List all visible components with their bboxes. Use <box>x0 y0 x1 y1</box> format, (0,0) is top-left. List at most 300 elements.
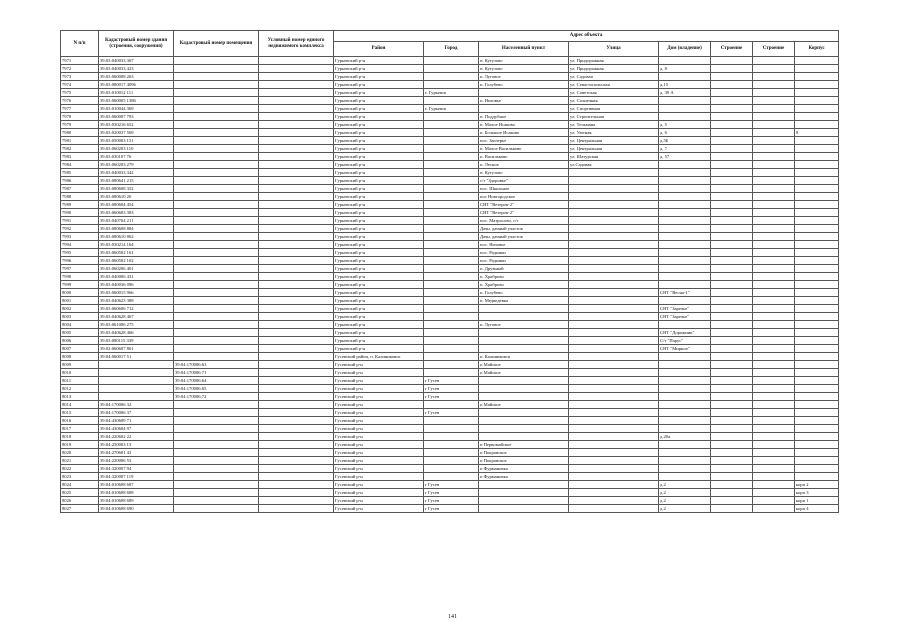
row-num-cell: 8016 <box>61 417 99 425</box>
city-cell <box>424 249 479 257</box>
street-cell <box>569 265 659 273</box>
table-row <box>61 337 839 345</box>
street-cell: ул.Садовая <box>569 161 659 169</box>
row-num-cell: 7971 <box>61 57 99 65</box>
structure-cell <box>753 161 795 169</box>
settlement-cell <box>479 489 569 497</box>
city-cell: г Гусев <box>424 497 479 505</box>
street-cell <box>569 297 659 305</box>
cadastral-building-cell: 39:03:040036 096 <box>99 281 174 289</box>
header-settlement: Населенный пункт <box>479 42 569 57</box>
house-cell <box>659 465 711 473</box>
district-cell: Гусевский р-н <box>334 409 424 417</box>
city-cell <box>424 73 479 81</box>
row-num-cell: 8027 <box>61 505 99 513</box>
street-cell <box>569 329 659 337</box>
row-num-cell: 8014 <box>61 401 99 409</box>
cadastral-room-cell <box>174 417 259 425</box>
district-cell: Гурьевский р-н <box>334 201 424 209</box>
house-cell: д. 39 А <box>659 89 711 97</box>
building-cell <box>711 305 753 313</box>
row-num-cell: 7981 <box>61 137 99 145</box>
city-cell <box>424 457 479 465</box>
cadastral-building-cell: 39:03:060206 401 <box>99 265 174 273</box>
street-cell <box>569 369 659 377</box>
conditional-number-cell <box>259 273 334 281</box>
cadastral-room-cell: 39:04:170006:65 <box>174 385 259 393</box>
conditional-number-cell <box>259 329 334 337</box>
structure-cell <box>753 281 795 289</box>
building-cell <box>711 257 753 265</box>
city-cell <box>424 137 479 145</box>
house-cell <box>659 105 711 113</box>
house-cell: д.2 <box>659 481 711 489</box>
district-cell: Гурьевский р-н <box>334 329 424 337</box>
structure-cell <box>753 225 795 233</box>
settlement-cell: п Первомайское <box>479 441 569 449</box>
house-cell <box>659 385 711 393</box>
street-cell <box>569 177 659 185</box>
row-num-cell: 8015 <box>61 409 99 417</box>
cadastral-building-cell: 39:03:040623 388 <box>99 297 174 305</box>
korpus-cell: корп 2 <box>795 481 839 489</box>
city-cell <box>424 169 479 177</box>
cadastral-room-cell <box>174 273 259 281</box>
district-cell: Гурьевский р-н <box>334 73 424 81</box>
structure-cell <box>753 425 795 433</box>
structure-cell <box>753 273 795 281</box>
cadastral-room-cell <box>174 241 259 249</box>
cadastral-room-cell <box>174 89 259 97</box>
table-row <box>61 465 839 473</box>
street-cell <box>569 473 659 481</box>
cadastral-building-cell: 39:03:030216 652 <box>99 121 174 129</box>
house-cell <box>659 401 711 409</box>
conditional-number-cell <box>259 193 334 201</box>
cadastral-room-cell <box>174 233 259 241</box>
district-cell: Гурьевский р-н <box>334 185 424 193</box>
settlement-cell: пос. Низовье <box>479 241 569 249</box>
row-num-cell: 7990 <box>61 209 99 217</box>
building-cell <box>711 177 753 185</box>
street-cell <box>569 457 659 465</box>
settlement-cell: СНТ "Ветерок-2" <box>479 209 569 217</box>
building-cell <box>711 465 753 473</box>
row-num-cell: 7997 <box>61 265 99 273</box>
settlement-cell: п. Голубево <box>479 289 569 297</box>
city-cell: г Гусев <box>424 385 479 393</box>
house-cell <box>659 361 711 369</box>
table-row <box>61 281 839 289</box>
row-num-cell: 8013 <box>61 393 99 401</box>
conditional-number-cell <box>259 385 334 393</box>
settlement-cell: пос. Родники <box>479 257 569 265</box>
city-cell <box>424 345 479 353</box>
conditional-number-cell <box>259 337 334 345</box>
city-cell <box>424 329 479 337</box>
settlement-cell: п. Кутузово <box>479 65 569 73</box>
street-cell <box>569 257 659 265</box>
house-cell <box>659 473 711 481</box>
city-cell <box>424 145 479 153</box>
street-cell <box>569 233 659 241</box>
building-cell <box>711 329 753 337</box>
header-city: Город <box>424 42 479 57</box>
street-cell <box>569 313 659 321</box>
structure-cell <box>753 481 795 489</box>
street-cell <box>569 217 659 225</box>
structure-cell <box>753 193 795 201</box>
table-row <box>61 449 839 457</box>
city-cell <box>424 425 479 433</box>
settlement-cell: п. Малое Васильково <box>479 145 569 153</box>
house-cell <box>659 193 711 201</box>
city-cell <box>424 257 479 265</box>
city-cell <box>424 449 479 457</box>
conditional-number-cell <box>259 289 334 297</box>
conditional-number-cell <box>259 257 334 265</box>
building-cell <box>711 281 753 289</box>
header-cadastral-building: Кадастровый номер здания (строения, сооружения) <box>99 31 174 57</box>
street-cell <box>569 169 659 177</box>
cadastral-building-cell: 39:03:010044 369 <box>99 105 174 113</box>
settlement-cell <box>479 497 569 505</box>
cadastral-building-cell: 39:04:170006 32 <box>99 401 174 409</box>
district-cell: Гурьевский р-н <box>334 97 424 105</box>
korpus-cell <box>795 185 839 193</box>
conditional-number-cell <box>259 465 334 473</box>
house-cell <box>659 273 711 281</box>
district-cell: Гусевский р-н <box>334 385 424 393</box>
conditional-number-cell <box>259 113 334 121</box>
settlement-cell: п Майское <box>479 369 569 377</box>
structure-cell <box>753 473 795 481</box>
settlement-cell: п. Кутузово <box>479 169 569 177</box>
city-cell <box>424 441 479 449</box>
city-cell <box>424 233 479 241</box>
cadastral-room-cell <box>174 457 259 465</box>
structure-cell <box>753 241 795 249</box>
cadastral-building-cell: 39:04:010608 689 <box>99 497 174 505</box>
korpus-cell <box>795 441 839 449</box>
settlement-cell: п Покровское <box>479 457 569 465</box>
row-num-cell: 7979 <box>61 121 99 129</box>
city-cell <box>424 241 479 249</box>
header-district: Район <box>334 42 424 57</box>
city-cell <box>424 265 479 273</box>
house-cell <box>659 209 711 217</box>
settlement-cell <box>479 345 569 353</box>
table-body <box>61 57 839 513</box>
cadastral-building-cell: 39:04:220006 53 <box>99 457 174 465</box>
table-row <box>61 57 839 65</box>
conditional-number-cell <box>259 281 334 289</box>
structure-cell <box>753 129 795 137</box>
row-num-cell: 7988 <box>61 193 99 201</box>
cadastral-building-cell: 39:03:060008 263 <box>99 73 174 81</box>
district-cell: Гурьевский р-н <box>334 113 424 121</box>
structure-cell <box>753 449 795 457</box>
cadastral-building-cell <box>99 369 174 377</box>
building-cell <box>711 369 753 377</box>
building-cell <box>711 145 753 153</box>
korpus-cell <box>795 225 839 233</box>
table-header <box>61 31 839 57</box>
district-cell: Гусевский р-н <box>334 393 424 401</box>
street-cell <box>569 489 659 497</box>
korpus-cell <box>795 409 839 417</box>
building-cell <box>711 473 753 481</box>
building-cell <box>711 153 753 161</box>
table-row <box>61 505 839 513</box>
street-cell: ул. Придорожная <box>569 57 659 65</box>
house-cell <box>659 185 711 193</box>
city-cell <box>424 313 479 321</box>
conditional-number-cell <box>259 497 334 505</box>
district-cell: Гурьевский р-н <box>334 89 424 97</box>
korpus-cell <box>795 153 839 161</box>
settlement-cell <box>479 425 569 433</box>
conditional-number-cell <box>259 137 334 145</box>
structure-cell <box>753 201 795 209</box>
street-cell: ул. Садовая <box>569 73 659 81</box>
header-cadastral-room: Кадастровый номер помещения <box>174 31 259 57</box>
row-num-cell: 8000 <box>61 289 99 297</box>
table-row <box>61 233 839 241</box>
house-cell: СНТ "Мирное" <box>659 345 711 353</box>
city-cell <box>424 97 479 105</box>
cadastral-building-cell: 39:03:040628 467 <box>99 313 174 321</box>
city-cell <box>424 305 479 313</box>
cadastral-building-cell: 39:03:040033 342 <box>99 169 174 177</box>
city-cell: г. Гурьевск <box>424 105 479 113</box>
conditional-number-cell <box>259 369 334 377</box>
cadastral-room-cell <box>174 409 259 417</box>
street-cell <box>569 201 659 209</box>
district-cell: Гурьевский р-н <box>334 265 424 273</box>
cadastral-building-cell: 39:04:320007 119 <box>99 473 174 481</box>
cadastral-room-cell <box>174 465 259 473</box>
street-cell <box>569 497 659 505</box>
settlement-cell <box>479 105 569 113</box>
district-cell: Гурьевский р-н <box>334 337 424 345</box>
settlement-cell: п Майское <box>479 361 569 369</box>
city-cell: г Гусев <box>424 505 479 513</box>
building-cell <box>711 409 753 417</box>
structure-cell <box>753 113 795 121</box>
street-cell <box>569 449 659 457</box>
cadastral-building-cell: 39:03:030214 164 <box>99 241 174 249</box>
korpus-cell <box>795 345 839 353</box>
cadastral-room-cell <box>174 489 259 497</box>
cadastral-building-cell: 39:04:170006 37 <box>99 409 174 417</box>
table-row <box>61 433 839 441</box>
settlement-cell <box>479 89 569 97</box>
district-cell: Гурьевский р-н <box>334 81 424 89</box>
cadastral-building-cell: 39:03:080017 4096 <box>99 81 174 89</box>
korpus-cell <box>795 97 839 105</box>
street-cell: ул. Придорожная <box>569 65 659 73</box>
city-cell <box>424 81 479 89</box>
table-row <box>61 145 839 153</box>
house-cell: д.2 <box>659 497 711 505</box>
table-row <box>61 321 839 329</box>
settlement-cell: п. Луговое <box>479 321 569 329</box>
settlement-cell: п. Калиниковск <box>479 353 569 361</box>
row-num-cell: 8023 <box>61 473 99 481</box>
building-cell <box>711 489 753 497</box>
korpus-cell <box>795 297 839 305</box>
cadastral-building-cell: 39:04:250003 13 <box>99 441 174 449</box>
street-cell <box>569 425 659 433</box>
district-cell: Гурьевский р-н <box>334 193 424 201</box>
table-row <box>61 97 839 105</box>
house-cell <box>659 233 711 241</box>
city-cell <box>424 57 479 65</box>
row-num-cell: 8004 <box>61 321 99 329</box>
korpus-cell <box>795 57 839 65</box>
structure-cell <box>753 209 795 217</box>
cadastral-room-cell <box>174 137 259 145</box>
conditional-number-cell <box>259 145 334 153</box>
cadastral-room-cell <box>174 225 259 233</box>
row-num-cell: 8008 <box>61 353 99 361</box>
cadastral-room-cell: 39:04:170006:72 <box>174 393 259 401</box>
table-row <box>61 137 839 145</box>
conditional-number-cell <box>259 177 334 185</box>
structure-cell <box>753 353 795 361</box>
table-row <box>61 417 839 425</box>
building-cell <box>711 385 753 393</box>
conditional-number-cell <box>259 217 334 225</box>
row-num-cell: 8021 <box>61 457 99 465</box>
table-row <box>61 345 839 353</box>
street-cell <box>569 249 659 257</box>
row-num-cell: 8002 <box>61 305 99 313</box>
cadastral-building-cell: 39:03:080608 352 <box>99 185 174 193</box>
cadastral-room-cell <box>174 321 259 329</box>
city-cell <box>424 433 479 441</box>
street-cell <box>569 361 659 369</box>
settlement-cell: п Покровское <box>479 449 569 457</box>
building-cell <box>711 57 753 65</box>
house-cell <box>659 257 711 265</box>
house-cell <box>659 377 711 385</box>
row-num-cell: 7972 <box>61 65 99 73</box>
korpus-cell <box>795 193 839 201</box>
structure-cell <box>753 369 795 377</box>
conditional-number-cell <box>259 393 334 401</box>
settlement-cell: п Фурмановка <box>479 473 569 481</box>
korpus-cell <box>795 169 839 177</box>
building-cell <box>711 209 753 217</box>
row-num-cell: 8019 <box>61 441 99 449</box>
house-cell <box>659 169 711 177</box>
district-cell: Гурьевский р-н <box>334 305 424 313</box>
korpus-cell <box>795 89 839 97</box>
structure-cell <box>753 137 795 145</box>
conditional-number-cell <box>259 225 334 233</box>
house-cell <box>659 249 711 257</box>
conditional-number-cell <box>259 161 334 169</box>
conditional-number-cell <box>259 473 334 481</box>
street-cell <box>569 465 659 473</box>
street-cell <box>569 337 659 345</box>
building-cell <box>711 193 753 201</box>
structure-cell <box>753 457 795 465</box>
korpus-cell <box>795 393 839 401</box>
table-row <box>61 257 839 265</box>
row-num-cell: 8012 <box>61 385 99 393</box>
cadastral-room-cell <box>174 161 259 169</box>
korpus-cell <box>795 433 839 441</box>
street-cell <box>569 505 659 513</box>
cadastral-room-cell <box>174 113 259 121</box>
cadastral-room-cell <box>174 329 259 337</box>
row-num-cell: 7985 <box>61 169 99 177</box>
house-cell <box>659 353 711 361</box>
settlement-cell <box>479 481 569 489</box>
district-cell: Гусевский р-н <box>334 377 424 385</box>
settlement-cell: п. Дружный <box>479 265 569 273</box>
district-cell: Гусевский р-н <box>334 465 424 473</box>
table-row <box>61 193 839 201</box>
cadastral-building-cell: 39:03:040006 431 <box>99 273 174 281</box>
structure-cell <box>753 257 795 265</box>
structure-cell <box>753 345 795 353</box>
cadastral-building-cell: 39:04:270601 43 <box>99 449 174 457</box>
structure-cell <box>753 321 795 329</box>
settlement-cell <box>479 385 569 393</box>
city-cell: г Гусев <box>424 377 479 385</box>
cadastral-room-cell <box>174 129 259 137</box>
row-num-cell: 7992 <box>61 225 99 233</box>
cadastral-building-cell: 39:04:220602 22 <box>99 433 174 441</box>
korpus-cell <box>795 249 839 257</box>
district-cell: Гурьевский р-н <box>334 241 424 249</box>
district-cell: Гурьевский р-н <box>334 137 424 145</box>
table-row <box>61 289 839 297</box>
settlement-cell <box>479 505 569 513</box>
settlement-cell: п. Лесное <box>479 161 569 169</box>
house-cell <box>659 281 711 289</box>
settlement-cell: СНТ "Ветерок-2" <box>479 201 569 209</box>
street-cell: ул. Солнечная <box>569 97 659 105</box>
street-cell <box>569 385 659 393</box>
row-num-cell: 7978 <box>61 113 99 121</box>
house-cell: СНТ "Заречье" <box>659 305 711 313</box>
conditional-number-cell <box>259 201 334 209</box>
cadastral-building-cell: 39:04:430609 71 <box>99 417 174 425</box>
header-num: N п/п <box>61 31 99 57</box>
cadastral-room-cell <box>174 441 259 449</box>
table-row <box>61 153 839 161</box>
structure-cell <box>753 409 795 417</box>
city-cell <box>424 153 479 161</box>
table-row <box>61 489 839 497</box>
conditional-number-cell <box>259 457 334 465</box>
house-cell: СНТ "Весна-1" <box>659 289 711 297</box>
house-cell <box>659 441 711 449</box>
settlement-cell: Дачн. дачный участок <box>479 225 569 233</box>
header-korpus: Корпус <box>795 42 839 57</box>
settlement-cell: п Фурмановка <box>479 465 569 473</box>
header-structure: Строение <box>753 42 795 57</box>
cadastral-building-cell: 39:03:040628 466 <box>99 329 174 337</box>
korpus-cell <box>795 353 839 361</box>
city-cell <box>424 217 479 225</box>
house-cell <box>659 417 711 425</box>
